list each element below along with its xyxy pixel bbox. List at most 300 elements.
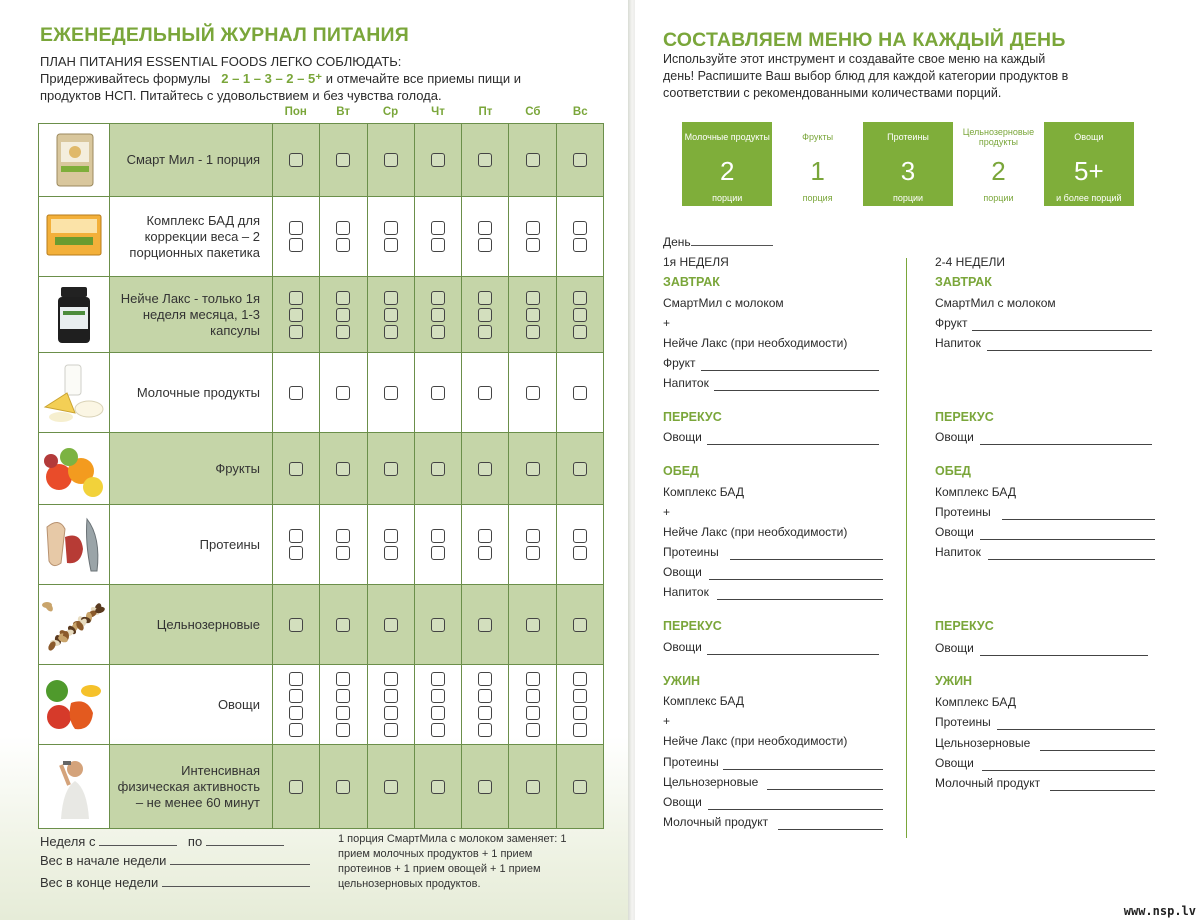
day-cell (508, 585, 555, 664)
checkbox[interactable] (526, 238, 540, 252)
day-cell (508, 124, 555, 196)
checkbox[interactable] (431, 308, 445, 322)
supplement-complex-image (38, 197, 110, 276)
weight-start-label: Вес в начале недели (40, 853, 167, 868)
checkbox[interactable] (431, 386, 445, 400)
checkbox[interactable] (336, 723, 350, 737)
checkbox[interactable] (478, 325, 492, 339)
meal-heading: ОБЕД (935, 464, 971, 478)
day-cell (367, 585, 414, 664)
checkbox[interactable] (336, 291, 350, 305)
week-from-label: Неделя с (40, 834, 96, 849)
serving-box (863, 122, 953, 206)
checkbox[interactable] (526, 618, 540, 632)
menu-item-label: Комплекс БАД (935, 695, 1016, 709)
menu-item-label: Протеины (935, 505, 991, 519)
week-from-field[interactable] (99, 833, 177, 846)
intro-line-2 (40, 70, 521, 87)
day-cell (367, 665, 414, 744)
protein-foods-image (38, 505, 110, 584)
checkbox[interactable] (478, 529, 492, 543)
day-header: Вс (572, 106, 588, 118)
day-cell (461, 745, 508, 828)
day-cell (367, 277, 414, 352)
checkbox[interactable] (384, 221, 398, 235)
menu-item-label: Нейче Лакс (при необходимости) (663, 734, 848, 748)
day-cell (508, 433, 555, 504)
meal-heading: ЗАВТРАК (663, 275, 720, 289)
checkbox[interactable] (573, 308, 587, 322)
day-field[interactable] (691, 233, 773, 246)
table-row (38, 197, 604, 277)
day-cell (461, 353, 508, 432)
menu-item-label: Овощи (935, 525, 974, 539)
checkbox[interactable] (336, 618, 350, 632)
serving-number: 3 (900, 155, 916, 186)
checkbox[interactable] (478, 706, 492, 720)
menu-item-label: Протеины (935, 715, 991, 729)
checkbox[interactable] (289, 291, 303, 305)
write-in-line[interactable] (767, 789, 883, 790)
week-range (40, 833, 284, 849)
table-row (38, 124, 604, 197)
menu-item-label: Овощи (663, 430, 702, 444)
day-headers (272, 106, 604, 122)
checkbox[interactable] (526, 689, 540, 703)
daily-menu-intro-line-3: соответствии с рекомендованными количествами порций. (663, 86, 1002, 100)
checkbox[interactable] (384, 153, 398, 167)
serving-number: 2 (719, 155, 735, 186)
menu-item-label: Протеины (663, 545, 719, 559)
write-in-line[interactable] (730, 559, 883, 560)
write-in-line[interactable] (709, 579, 883, 580)
checkbox[interactable] (573, 153, 587, 167)
checkbox[interactable] (384, 386, 398, 400)
checkbox[interactable] (289, 462, 303, 476)
checkbox[interactable] (289, 308, 303, 322)
checkbox[interactable] (573, 618, 587, 632)
checkbox[interactable] (384, 672, 398, 686)
write-in-line[interactable] (778, 829, 883, 830)
checkbox[interactable] (478, 386, 492, 400)
checkbox[interactable] (573, 386, 587, 400)
day-cell (414, 433, 461, 504)
day-cell (319, 197, 366, 276)
checkbox[interactable] (289, 723, 303, 737)
checkbox[interactable] (573, 723, 587, 737)
day-cell (461, 585, 508, 664)
checkbox[interactable] (573, 689, 587, 703)
checkbox[interactable] (573, 672, 587, 686)
serving-category: Молочные продукты (684, 132, 770, 142)
checkbox[interactable] (573, 238, 587, 252)
menu-item-label: Нейче Лакс (при необходимости) (663, 525, 848, 539)
menu-item-label: Нейче Лакс (при необходимости) (663, 336, 848, 350)
day-cell (556, 277, 604, 352)
menu-item-label: + (663, 714, 671, 728)
checkbox[interactable] (431, 689, 445, 703)
day-header: Ср (382, 106, 399, 118)
write-in-line[interactable] (982, 770, 1155, 771)
write-in-line[interactable] (714, 390, 879, 391)
checkbox[interactable] (384, 546, 398, 560)
checkbox[interactable] (478, 546, 492, 560)
day-cell (414, 505, 461, 584)
row-label: Интенсивная физическая активность – не менее 60 минут (117, 762, 260, 810)
checkbox[interactable] (431, 153, 445, 167)
checkbox[interactable] (336, 308, 350, 322)
checkbox[interactable] (336, 672, 350, 686)
write-in-line[interactable] (980, 444, 1152, 445)
serving-unit: порция (802, 193, 833, 203)
day-label: День (663, 235, 691, 249)
day-cell (461, 124, 508, 196)
checkbox[interactable] (573, 529, 587, 543)
day-cell (461, 665, 508, 744)
day-cell (414, 585, 461, 664)
day-cell (319, 665, 366, 744)
day-cell (556, 745, 604, 828)
checkbox[interactable] (431, 291, 445, 305)
checkbox[interactable] (526, 546, 540, 560)
checkbox[interactable] (526, 153, 540, 167)
checkbox[interactable] (384, 529, 398, 543)
menu-item-label: + (663, 316, 671, 330)
checkbox[interactable] (431, 529, 445, 543)
menu-item-label: Напиток (663, 585, 709, 599)
day-cell (319, 505, 366, 584)
day-cell (556, 353, 604, 432)
day-header: Вт (336, 106, 351, 118)
day-cell (556, 505, 604, 584)
checkbox[interactable] (431, 706, 445, 720)
checkbox[interactable] (478, 723, 492, 737)
checkbox[interactable] (431, 780, 445, 794)
vegetables-image (38, 665, 110, 744)
checkbox[interactable] (478, 780, 492, 794)
write-in-line[interactable] (980, 539, 1155, 540)
menu-item-label: Цельнозерновые (663, 775, 759, 789)
checkbox[interactable] (336, 780, 350, 794)
serving-number: 1 (810, 155, 825, 186)
day-cell (461, 505, 508, 584)
day-cell (414, 353, 461, 432)
intro-line-3: продуктов НСП. Питайтесь с удовольствием и без чувства голода. (40, 88, 442, 103)
exercise-woman-image (38, 745, 110, 828)
checkbox[interactable] (289, 780, 303, 794)
checkbox[interactable] (573, 780, 587, 794)
write-in-line[interactable] (972, 330, 1152, 331)
row-label: Смарт Мил - 1 порция (126, 152, 260, 167)
checkbox[interactable] (336, 689, 350, 703)
day-cell (272, 433, 319, 504)
checkbox[interactable] (526, 529, 540, 543)
checkbox[interactable] (289, 546, 303, 560)
serving-unit: и более порций (1056, 193, 1122, 203)
menu-item-label: СмартМил с молоком (935, 296, 1056, 310)
day-cell (272, 353, 319, 432)
menu-item-label: Напиток (663, 376, 709, 390)
checkbox[interactable] (526, 723, 540, 737)
table-row (38, 277, 604, 353)
checkbox[interactable] (526, 672, 540, 686)
table-row (38, 505, 604, 585)
checkbox[interactable] (336, 238, 350, 252)
nature-lax-bottle-image (38, 277, 110, 352)
day-cell (461, 433, 508, 504)
menu-item-label: Овощи (935, 641, 974, 655)
serving-box (953, 122, 1043, 206)
checkbox[interactable] (336, 325, 350, 339)
meal-heading: ПЕРЕКУС (935, 410, 994, 424)
checkbox[interactable] (431, 546, 445, 560)
menu-item-label: СмартМил с молоком (663, 296, 784, 310)
day-cell (556, 433, 604, 504)
checkbox[interactable] (336, 221, 350, 235)
day-cell (508, 745, 555, 828)
checkbox[interactable] (289, 238, 303, 252)
write-in-line[interactable] (1040, 750, 1155, 751)
weight-start-field[interactable] (170, 852, 310, 865)
menu-item-label: Цельнозерновые (935, 736, 1031, 750)
write-in-line[interactable] (707, 444, 879, 445)
day-cell (414, 745, 461, 828)
write-in-line[interactable] (997, 729, 1155, 730)
checkbox[interactable] (336, 529, 350, 543)
checkbox[interactable] (478, 689, 492, 703)
day-cell (414, 665, 461, 744)
day-cell (367, 124, 414, 196)
checkbox[interactable] (431, 325, 445, 339)
write-in-line[interactable] (723, 769, 883, 770)
fruits-image (38, 433, 110, 504)
menu-item-label: 2-4 НЕДЕЛИ (935, 255, 1005, 269)
day-cell (272, 665, 319, 744)
weight-end-row (40, 874, 310, 890)
day-header: Пт (478, 106, 493, 118)
checkbox[interactable] (431, 238, 445, 252)
meal-heading: ПЕРЕКУС (935, 619, 994, 633)
checkbox[interactable] (384, 462, 398, 476)
checkbox[interactable] (526, 308, 540, 322)
checkbox[interactable] (478, 291, 492, 305)
checkbox[interactable] (336, 706, 350, 720)
column-divider (906, 258, 907, 838)
checkbox[interactable] (384, 308, 398, 322)
whole-grains-image (38, 585, 110, 664)
checkbox[interactable] (526, 325, 540, 339)
checkbox[interactable] (478, 618, 492, 632)
serving-box (1044, 122, 1134, 206)
write-in-line[interactable] (1002, 519, 1155, 520)
checkbox[interactable] (526, 291, 540, 305)
row-label: Фрукты (215, 460, 260, 476)
menu-item-label: Овощи (663, 565, 702, 579)
checkbox[interactable] (573, 546, 587, 560)
day-cell (508, 665, 555, 744)
daily-menu-title: СОСТАВЛЯЕМ МЕНЮ НА КАЖДЫЙ ДЕНЬ (663, 29, 1066, 51)
day-header: Сб (525, 106, 541, 118)
row-label: Протеины (199, 536, 260, 552)
serving-unit: порции (712, 193, 743, 203)
daily-menu-intro-line-1: Используйте этот инструмент и создавайте свое меню на каждый (663, 52, 1046, 66)
checkbox[interactable] (289, 618, 303, 632)
write-in-line[interactable] (987, 350, 1152, 351)
checkbox[interactable] (289, 325, 303, 339)
serving-recommendations (682, 122, 1134, 206)
checkbox[interactable] (526, 462, 540, 476)
serving-category: Фрукты (802, 132, 834, 142)
row-label: Овощи (217, 696, 260, 712)
checkbox[interactable] (384, 723, 398, 737)
row-label: Молочные продукты (136, 384, 260, 400)
checkbox[interactable] (384, 291, 398, 305)
day-cell (367, 353, 414, 432)
day-cell (414, 277, 461, 352)
serving-category: Овощи (1074, 132, 1104, 142)
checkbox[interactable] (526, 221, 540, 235)
daily-menu-intro-line-2: день! Распишите Ваш выбор блюд для каждой категории продуктов в (663, 69, 1069, 83)
write-in-line[interactable] (1050, 790, 1155, 791)
checkbox[interactable] (526, 780, 540, 794)
day-header: Чт (431, 106, 445, 118)
meal-heading: ПЕРЕКУС (663, 410, 722, 424)
day-cell (272, 197, 319, 276)
checkbox[interactable] (431, 221, 445, 235)
day-cell (461, 277, 508, 352)
checkbox[interactable] (478, 462, 492, 476)
menu-item-label: Овощи (935, 756, 974, 770)
checkbox[interactable] (384, 780, 398, 794)
checkbox[interactable] (336, 462, 350, 476)
meal-heading: ЗАВТРАК (935, 275, 992, 289)
write-in-line[interactable] (708, 809, 883, 810)
checkbox[interactable] (289, 706, 303, 720)
checkbox[interactable] (431, 462, 445, 476)
checkbox[interactable] (289, 221, 303, 235)
serving-unit: порции (983, 193, 1014, 203)
write-in-line[interactable] (701, 370, 879, 371)
checkbox[interactable] (478, 221, 492, 235)
menu-item-label: Комплекс БАД (935, 485, 1016, 499)
checkbox[interactable] (289, 689, 303, 703)
serving-number: 5+ (1074, 155, 1104, 186)
day-cell (414, 197, 461, 276)
meal-heading: УЖИН (935, 674, 973, 688)
checkbox[interactable] (336, 153, 350, 167)
day-cell (414, 124, 461, 196)
checkbox[interactable] (336, 546, 350, 560)
weight-start-row (40, 852, 310, 868)
write-in-line[interactable] (980, 655, 1148, 656)
menu-item-label: Протеины (663, 755, 719, 769)
checkbox[interactable] (431, 672, 445, 686)
checkbox[interactable] (384, 618, 398, 632)
day-cell (556, 124, 604, 196)
menu-item-label: Молочный продукт (935, 776, 1041, 790)
menu-item-label: Фрукт (663, 356, 696, 370)
intro-line-2-text-b: и отмечайте все приемы пищи и (325, 71, 522, 86)
checkbox[interactable] (384, 689, 398, 703)
day-cell (367, 505, 414, 584)
checkbox[interactable] (384, 325, 398, 339)
write-in-line[interactable] (988, 559, 1155, 560)
checkbox[interactable] (573, 462, 587, 476)
table-row (38, 745, 604, 829)
weekly-journal-title: ЕЖЕНЕДЕЛЬНЫЙ ЖУРНАЛ ПИТАНИЯ (40, 24, 409, 46)
checkbox[interactable] (336, 386, 350, 400)
row-label: Нейче Лакс - только 1я неделя месяца, 1-3 капсулы (120, 290, 260, 338)
checkbox[interactable] (431, 723, 445, 737)
day-cell (272, 745, 319, 828)
menu-item-label: Напиток (935, 336, 981, 350)
checkbox[interactable] (289, 153, 303, 167)
checkbox[interactable] (384, 706, 398, 720)
formula: 2 – 1 – 3 – 2 – 5⁺ (221, 71, 323, 86)
checkbox[interactable] (526, 706, 540, 720)
day-cell (367, 745, 414, 828)
smart-meal-package-image (38, 124, 110, 196)
checkbox[interactable] (289, 672, 303, 686)
menu-item-label: Овощи (935, 430, 974, 444)
day-cell (508, 197, 555, 276)
checkbox[interactable] (573, 291, 587, 305)
checkbox[interactable] (431, 618, 445, 632)
table-row (38, 665, 604, 745)
serving-category: Протеины (887, 132, 929, 142)
meal-heading: ОБЕД (663, 464, 699, 478)
checkbox[interactable] (526, 386, 540, 400)
checkbox[interactable] (289, 386, 303, 400)
day-cell (508, 505, 555, 584)
checkbox[interactable] (384, 238, 398, 252)
week-to-label: по (187, 834, 203, 849)
menu-item-label: Фрукт (935, 316, 968, 330)
day-cell (272, 277, 319, 352)
checkbox[interactable] (573, 325, 587, 339)
day-cell (319, 433, 366, 504)
write-in-line[interactable] (717, 599, 883, 600)
day-header: Пон (284, 106, 307, 118)
intro-line-1: ПЛАН ПИТАНИЯ ESSENTIAL FOODS ЛЕГКО СОБЛЮДАТЬ: (40, 54, 402, 69)
menu-item-label: Напиток (935, 545, 981, 559)
checkbox[interactable] (289, 529, 303, 543)
day-cell (556, 665, 604, 744)
checkbox[interactable] (478, 238, 492, 252)
day-cell (508, 353, 555, 432)
meal-heading: УЖИН (663, 674, 701, 688)
row-label: Комплекс БАД для коррекции веса – 2 порционных пакетика (129, 212, 260, 260)
checkbox[interactable] (478, 153, 492, 167)
serving-unit: порции (892, 193, 924, 203)
table-row (38, 585, 604, 665)
menu-item-label: Овощи (663, 795, 702, 809)
menu-item-label: Молочный продукт (663, 815, 769, 829)
write-in-line[interactable] (707, 654, 879, 655)
checkbox[interactable] (478, 672, 492, 686)
checkbox[interactable] (573, 706, 587, 720)
weight-end-field[interactable] (162, 874, 310, 887)
day-cell (367, 197, 414, 276)
day-cell (556, 197, 604, 276)
week-to-field[interactable] (206, 833, 284, 846)
day-row (663, 233, 773, 249)
row-label: Цельнозерновые (156, 616, 260, 632)
daily-menu-intro (663, 51, 1068, 102)
weight-end-label: Вес в конце недели (40, 875, 159, 890)
checkbox[interactable] (478, 308, 492, 322)
checkbox[interactable] (573, 221, 587, 235)
